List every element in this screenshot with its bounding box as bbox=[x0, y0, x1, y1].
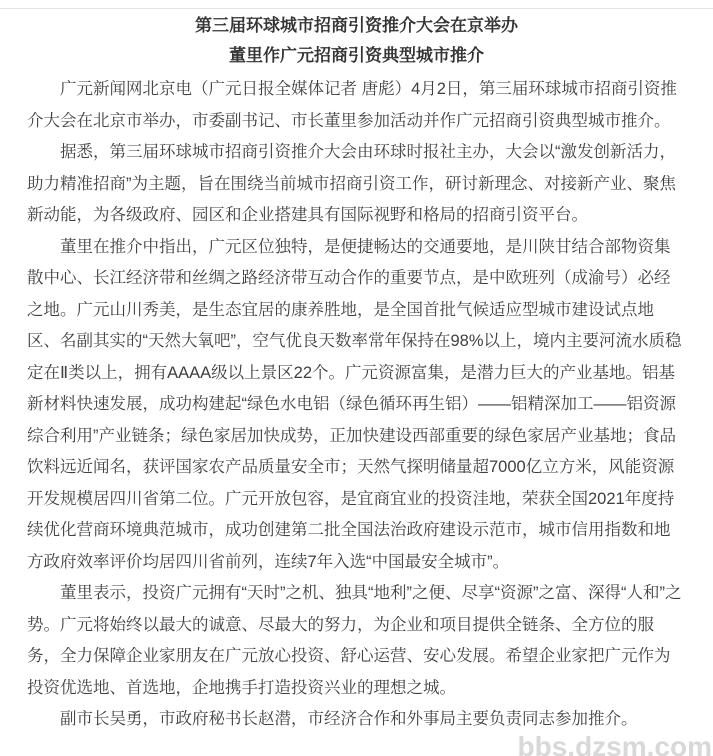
watermark: bbs.dzsm.com bbox=[517, 731, 712, 756]
article-title-line2: 董里作广元招商引资典型城市推介 bbox=[229, 46, 484, 65]
article-paragraph-promotion: 董里在推介中指出，广元区位独特，是便捷畅达的交通要地，是川陕甘结合部物资集散中心、长江经济带和丝绸之路经济带互动合作的重要节点，是中欧班列（成渝号）必经之地。广元山川秀美，是生态宜居的康养胜地，是全国首批气候适应型城市建设试点地区、名副其实的“天然大氧吧”，空气优良天数率常年保持在98%以上，境内主要河流水质稳定在Ⅱ类以上，拥有AAAA级以上景区22个。广元资源富集，是潜力巨大的产业基地。铝基新材料快速发展，成功构建起“绿色水电铝（绿色循环再生铝）——铝精深加工——铝资源综合利用”产业链条；绿色家居加快成势，正加快建设西部重要的绿色家居产业基地；食品饮料远近闻名，获评国家农产品质量安全市；天然气探明储量超7000亿立方米，风能资源开发规模居四川省第二位。广元开放包容，是宜商宜业的投资洼地，荣获全国2021年度持续优化营商环境典范城市，成功创建第二批全国法治政府建设示范市，城市信用指数和地方政府效率评价均居四川省前列，连续7年入选“中国最安全城市”。 bbox=[27, 237, 682, 571]
article-title-line1: 第三届环球城市招商引资推介大会在京举办 bbox=[195, 16, 518, 35]
article-body bbox=[27, 74, 686, 736]
top-divider bbox=[0, 8, 713, 9]
article-paragraph-background: 据悉，第三届环球城市招商引资推介大会由环球时报社主办，大会以“激发创新活力，助力精准招商”为主题，旨在围绕当前城市招商引资工作，研讨新理念、对接新产业、聚焦新动能，为各级政府、园区和企业搭建具有国际视野和格局的招商引资平台。 bbox=[27, 143, 676, 224]
article bbox=[27, 11, 686, 736]
article-title bbox=[27, 11, 686, 71]
article-paragraph-attendees: 副市长吴勇，市政府秘书长赵潜，市经济合作和外事局主要负责同志参加推介。 bbox=[60, 710, 638, 728]
article-paragraph-lede: 广元新闻网北京电（广元日报全媒体记者 唐彪）4月2日，第三届环球城市招商引资推介大会在北京市举办，市委副书记、市长董里参加活动并作广元招商引资典型城市推介。 bbox=[27, 80, 677, 130]
article-paragraph-statement: 董里表示，投资广元拥有“天时”之机、独具“地利”之便、尽享“资源”之富、深得“人和”之势。广元将始终以最大的诚意、尽最大的努力，为企业和项目提供全链条、全方位的服务，全力保障企业家朋友在广元放心投资、舒心运营、安心发展。希望企业家把广元作为投资优选地、首选地，企地携手打造投资兴业的理想之城。 bbox=[27, 584, 682, 697]
